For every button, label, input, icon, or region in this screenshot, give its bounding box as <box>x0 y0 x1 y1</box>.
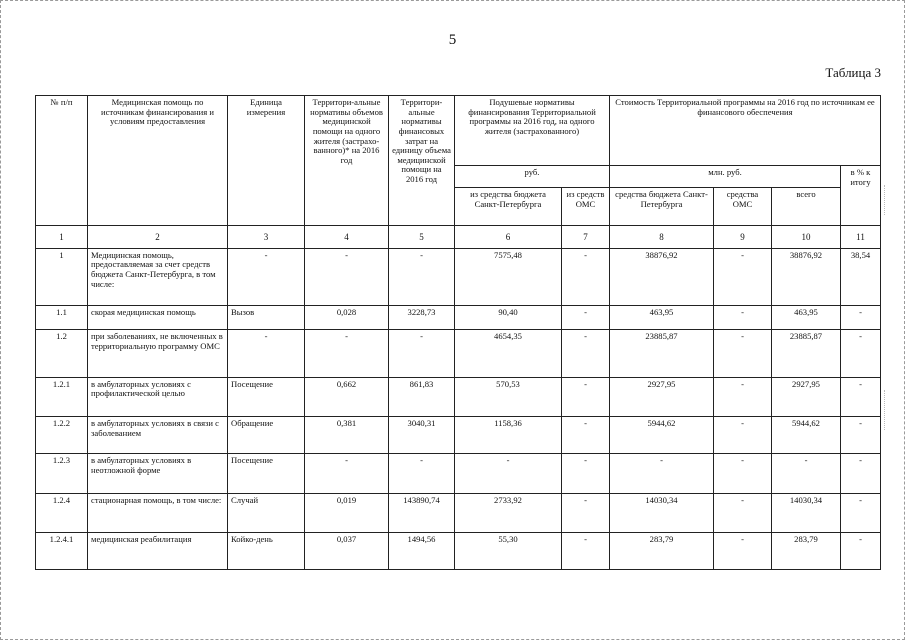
row-mln-budget: 463,95 <box>610 305 714 330</box>
header-from-budget: из средства бюджета Санкт-Петербурга <box>455 188 562 226</box>
column-number: 2 <box>88 226 228 249</box>
row-mln-budget: 23885,87 <box>610 330 714 378</box>
row-cost: 143890,74 <box>389 493 455 532</box>
column-number: 8 <box>610 226 714 249</box>
row-name: при заболеваниях, не включенных в территориальную программу ОМС <box>88 330 228 378</box>
table-caption: Таблица 3 <box>825 65 881 80</box>
row-unit: Посещение <box>228 377 305 416</box>
row-mln-total: - <box>772 454 841 493</box>
row-num: 1.2.1 <box>36 377 88 416</box>
row-volume: 0,037 <box>305 532 389 569</box>
row-num: 1.1 <box>36 305 88 330</box>
row-percent: - <box>841 454 881 493</box>
row-mln-oms: - <box>714 248 772 305</box>
financing-table <box>35 95 881 570</box>
row-mln-total: 463,95 <box>772 305 841 330</box>
row-num: 1.2 <box>36 330 88 378</box>
row-mln-oms: - <box>714 532 772 569</box>
row-volume: 0,381 <box>305 417 389 454</box>
header-oms-funds: средства ОМС <box>714 188 772 226</box>
row-name: скорая медицинская помощь <box>88 305 228 330</box>
row-rub-oms: - <box>562 377 610 416</box>
header-norm-volume: Территори-альные нормативы объемов медицинской помощи на одного жителя (застрахо-ванного)* на 2016 год <box>305 96 389 226</box>
row-rub-budget: 4654,35 <box>455 330 562 378</box>
row-rub-budget: 2733,92 <box>455 493 562 532</box>
row-mln-oms: - <box>714 305 772 330</box>
row-cost: 861,83 <box>389 377 455 416</box>
row-percent: 38,54 <box>841 248 881 305</box>
header-per-capita-group: Подушевые нормативы финансирования Территориальной программы на 2016 год, на одного жителя (застрахованного) <box>455 96 610 166</box>
row-mln-total: 23885,87 <box>772 330 841 378</box>
row-rub-budget: 570,53 <box>455 377 562 416</box>
header-program-cost-group: Стоимость Территориальной программы на 2016 год по источникам ее финансового обеспечения <box>610 96 881 166</box>
table-row <box>36 532 881 569</box>
column-number: 10 <box>772 226 841 249</box>
row-unit: - <box>228 330 305 378</box>
header-norm-cost: Территори-альные нормативы финансовых затрат на единицу объема медицинской помощи на 2016 год <box>389 96 455 226</box>
header-budget-funds: средства бюджета Санкт-Петербурга <box>610 188 714 226</box>
table-row <box>36 417 881 454</box>
column-number: 1 <box>36 226 88 249</box>
row-name: медицинская реабилитация <box>88 532 228 569</box>
row-rub-oms: - <box>562 493 610 532</box>
row-rub-oms: - <box>562 532 610 569</box>
row-num: 1.2.3 <box>36 454 88 493</box>
row-rub-budget: 7575,48 <box>455 248 562 305</box>
row-mln-oms: - <box>714 377 772 416</box>
row-mln-total: 38876,92 <box>772 248 841 305</box>
row-percent: - <box>841 330 881 378</box>
row-mln-budget: 2927,95 <box>610 377 714 416</box>
scan-artifact <box>884 185 903 215</box>
row-rub-oms: - <box>562 417 610 454</box>
row-mln-budget: - <box>610 454 714 493</box>
row-volume: 0,019 <box>305 493 389 532</box>
row-name: в амбулаторных условиях в неотложной форме <box>88 454 228 493</box>
row-num: 1.2.2 <box>36 417 88 454</box>
row-mln-budget: 5944,62 <box>610 417 714 454</box>
row-unit: Посещение <box>228 454 305 493</box>
row-mln-total: 283,79 <box>772 532 841 569</box>
row-unit: Койко-день <box>228 532 305 569</box>
column-number: 4 <box>305 226 389 249</box>
column-number: 7 <box>562 226 610 249</box>
column-number: 11 <box>841 226 881 249</box>
header-mln-rub: млн. руб. <box>610 166 841 188</box>
row-mln-budget: 283,79 <box>610 532 714 569</box>
row-cost: 1494,56 <box>389 532 455 569</box>
row-percent: - <box>841 305 881 330</box>
page-number: 5 <box>448 32 457 48</box>
column-number: 3 <box>228 226 305 249</box>
row-num: 1.2.4.1 <box>36 532 88 569</box>
row-percent: - <box>841 532 881 569</box>
column-number-row <box>36 226 881 249</box>
row-cost: - <box>389 330 455 378</box>
row-cost: 3040,31 <box>389 417 455 454</box>
row-mln-total: 5944,62 <box>772 417 841 454</box>
row-mln-budget: 14030,34 <box>610 493 714 532</box>
row-rub-budget: 55,30 <box>455 532 562 569</box>
row-rub-budget: - <box>455 454 562 493</box>
row-name: стационарная помощь, в том числе: <box>88 493 228 532</box>
header-num: № п/п <box>36 96 88 226</box>
row-rub-oms: - <box>562 248 610 305</box>
row-cost: - <box>389 248 455 305</box>
row-unit: Обращение <box>228 417 305 454</box>
row-mln-budget: 38876,92 <box>610 248 714 305</box>
table-row <box>36 493 881 532</box>
row-rub-oms: - <box>562 305 610 330</box>
row-percent: - <box>841 377 881 416</box>
row-mln-total: 14030,34 <box>772 493 841 532</box>
table-row <box>36 248 881 305</box>
row-num: 1 <box>36 248 88 305</box>
row-rub-budget: 90,40 <box>455 305 562 330</box>
table-row <box>36 305 881 330</box>
row-mln-oms: - <box>714 454 772 493</box>
row-mln-total: 2927,95 <box>772 377 841 416</box>
row-volume: - <box>305 454 389 493</box>
column-number: 6 <box>455 226 562 249</box>
column-number: 9 <box>714 226 772 249</box>
row-rub-oms: - <box>562 330 610 378</box>
row-percent: - <box>841 417 881 454</box>
header-percent-total: в % к итогу <box>841 166 881 226</box>
row-unit: - <box>228 248 305 305</box>
row-name: в амбулаторных условиях с профилактической целью <box>88 377 228 416</box>
row-mln-oms: - <box>714 330 772 378</box>
row-rub-budget: 1158,36 <box>455 417 562 454</box>
row-volume: - <box>305 330 389 378</box>
row-percent: - <box>841 493 881 532</box>
row-num: 1.2.4 <box>36 493 88 532</box>
header-care-type: Медицинская помощь по источникам финансирования и условиям предоставления <box>88 96 228 226</box>
row-cost: 3228,73 <box>389 305 455 330</box>
header-from-oms: из средств ОМС <box>562 188 610 226</box>
row-mln-oms: - <box>714 493 772 532</box>
row-name: в амбулаторных условиях в связи с заболеванием <box>88 417 228 454</box>
row-rub-oms: - <box>562 454 610 493</box>
table-row <box>36 454 881 493</box>
header-unit: Единица измерения <box>228 96 305 226</box>
row-volume: 0,028 <box>305 305 389 330</box>
row-volume: 0,662 <box>305 377 389 416</box>
header-total: всего <box>772 188 841 226</box>
row-volume: - <box>305 248 389 305</box>
row-unit: Вызов <box>228 305 305 330</box>
row-name: Медицинская помощь, предоставляемая за счет средств бюджета Санкт-Петербурга, в том числе: <box>88 248 228 305</box>
table-row <box>36 330 881 378</box>
table-row <box>36 377 881 416</box>
scan-artifact <box>884 390 903 430</box>
column-number: 5 <box>389 226 455 249</box>
row-mln-oms: - <box>714 417 772 454</box>
row-unit: Случай <box>228 493 305 532</box>
header-rub: руб. <box>455 166 610 188</box>
row-cost: - <box>389 454 455 493</box>
